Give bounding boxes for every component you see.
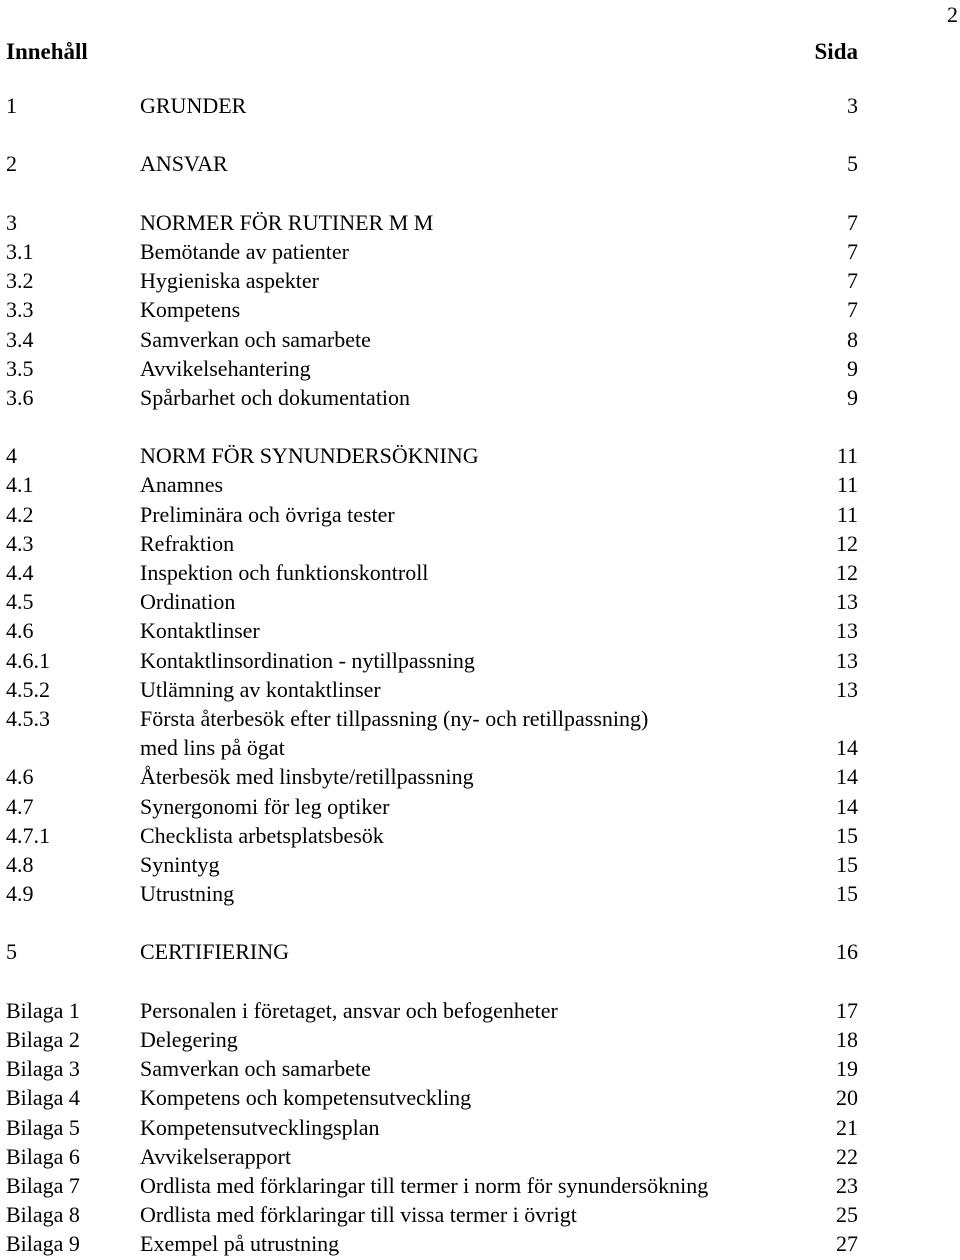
toc-entry-title: Checklista arbetsplatsbesök bbox=[140, 822, 384, 848]
toc-entry-page: 19 bbox=[836, 1056, 858, 1082]
toc-entry-title: Inspektion och funktionskontroll bbox=[140, 560, 429, 585]
toc-entry-number: 3.1 bbox=[6, 238, 34, 264]
toc-entry-number: 3 bbox=[6, 209, 17, 235]
toc-entry[interactable] bbox=[6, 1054, 858, 1083]
toc-entry[interactable] bbox=[6, 821, 858, 850]
toc-entry-title: Bemötande av patienter bbox=[140, 238, 349, 264]
toc-entry-number: 4.7.1 bbox=[6, 822, 50, 848]
toc-entry-title: Samverkan och samarbete bbox=[140, 1056, 371, 1082]
toc-entry-page: 9 bbox=[847, 384, 858, 410]
toc-entries bbox=[6, 91, 858, 1259]
toc-entry-page: 3 bbox=[847, 93, 858, 118]
toc-entry-page: 9 bbox=[847, 355, 858, 381]
toc-entry-page: 13 bbox=[836, 676, 858, 702]
toc-entry-number: 3.2 bbox=[6, 268, 34, 294]
toc-heading: Innehåll bbox=[6, 39, 88, 64]
toc-entry[interactable] bbox=[6, 704, 858, 762]
toc-entry-number: 4.5 bbox=[6, 589, 34, 615]
toc-entry-page: 7 bbox=[847, 268, 858, 294]
toc-entry-page: 5 bbox=[847, 151, 858, 177]
toc-entry-number: 4.6 bbox=[6, 618, 34, 644]
toc-entry-number: 4.5.3 bbox=[6, 705, 50, 731]
toc-entry-page: 27 bbox=[836, 1231, 858, 1257]
toc-entry-number: 4.3 bbox=[6, 530, 34, 556]
toc-entry-number: 4.4 bbox=[6, 560, 34, 585]
toc-entry[interactable] bbox=[6, 587, 858, 616]
toc-entry-title: Ordination bbox=[140, 589, 236, 615]
toc-entry[interactable] bbox=[6, 879, 858, 908]
toc-entry[interactable] bbox=[6, 354, 858, 383]
toc-entry-page: 15 bbox=[836, 822, 858, 848]
toc-entry-number: Bilaga 8 bbox=[6, 1202, 80, 1228]
toc-entry-number: Bilaga 2 bbox=[6, 1027, 80, 1052]
toc-entry-page: 11 bbox=[836, 501, 858, 527]
toc-entry[interactable] bbox=[6, 762, 858, 791]
toc-entry-number: 3.4 bbox=[6, 326, 34, 352]
toc-entry-page: 14 bbox=[836, 735, 858, 761]
toc-entry-number: Bilaga 5 bbox=[6, 1114, 80, 1140]
toc-entry-page: 7 bbox=[847, 238, 858, 264]
toc-entry-title: Synintyg bbox=[140, 851, 220, 877]
toc-entry-title: Avvikelserapport bbox=[140, 1143, 292, 1169]
toc-entry-page: 16 bbox=[836, 939, 858, 965]
toc-entry[interactable] bbox=[6, 646, 858, 675]
toc-entry-page: 7 bbox=[847, 297, 858, 323]
toc-entry-page: 18 bbox=[836, 1027, 858, 1052]
toc-entry-title: Exempel på utrustning bbox=[140, 1231, 340, 1257]
toc-entry[interactable] bbox=[6, 1083, 858, 1112]
toc-entry-number: 4.8 bbox=[6, 851, 34, 877]
toc-entry-number: 4.7 bbox=[6, 793, 34, 819]
toc-entry-number: 4.9 bbox=[6, 881, 34, 907]
toc-entry-title: Delegering bbox=[140, 1027, 238, 1052]
toc-entry-title: Anamnes bbox=[140, 472, 224, 498]
page-number: 2 bbox=[947, 2, 958, 27]
toc-entry[interactable] bbox=[6, 675, 858, 704]
toc-entry[interactable] bbox=[6, 266, 858, 295]
toc-entry-title: GRUNDER bbox=[140, 93, 247, 118]
toc-entry-number: Bilaga 9 bbox=[6, 1231, 80, 1257]
toc-entry-title: Ordlista med förklaringar till vissa termer i övrigt bbox=[140, 1202, 577, 1228]
toc-entry[interactable] bbox=[6, 325, 858, 354]
toc-entry-number: Bilaga 4 bbox=[6, 1085, 80, 1111]
toc-entry[interactable] bbox=[6, 996, 858, 1025]
toc-entry-title-line: med lins på ögat bbox=[140, 735, 285, 761]
toc-entry-page: 23 bbox=[836, 1172, 858, 1198]
toc-entry-number: Bilaga 7 bbox=[6, 1172, 80, 1198]
toc-entry-number: Bilaga 6 bbox=[6, 1143, 80, 1169]
toc-entry-title: Hygieniska aspekter bbox=[140, 268, 319, 294]
toc-entry-page: 14 bbox=[836, 793, 858, 819]
toc-entry-title: Kompetens bbox=[140, 297, 241, 323]
toc-entry-page: 8 bbox=[847, 326, 858, 352]
toc-entry[interactable] bbox=[6, 500, 858, 529]
toc-entry-number: 1 bbox=[6, 93, 17, 118]
toc-entry-page: 17 bbox=[836, 997, 858, 1023]
toc-entry[interactable] bbox=[6, 1113, 858, 1142]
toc-entry-title: Personalen i företaget, ansvar och befogenheter bbox=[140, 997, 558, 1023]
toc-entry-page: 25 bbox=[836, 1202, 858, 1228]
toc-entry-number: 4 bbox=[6, 443, 17, 469]
toc-entry[interactable] bbox=[6, 208, 858, 237]
toc-entry-page: 15 bbox=[836, 881, 858, 907]
toc-entry-title: Utrustning bbox=[140, 881, 235, 907]
toc-entry-page: 21 bbox=[836, 1114, 858, 1140]
toc-entry-page: 14 bbox=[836, 764, 858, 790]
toc-entry[interactable] bbox=[6, 558, 858, 587]
toc-entry[interactable] bbox=[6, 237, 858, 266]
toc-entry-page: 13 bbox=[836, 589, 858, 615]
toc-entry-page: 22 bbox=[836, 1143, 858, 1169]
toc-entry-title: Ordlista med förklaringar till termer i norm för synundersökning bbox=[140, 1172, 709, 1198]
toc-entry-title: Kontaktlinser bbox=[140, 618, 260, 644]
toc-entry-number: 4.6 bbox=[6, 764, 34, 790]
toc-entry-page: 12 bbox=[836, 560, 858, 585]
toc-entry-page: 13 bbox=[836, 618, 858, 644]
table-of-contents bbox=[6, 34, 858, 1259]
toc-entry-number: 4.1 bbox=[6, 472, 34, 498]
toc-header bbox=[6, 34, 858, 70]
toc-entry[interactable] bbox=[6, 1200, 858, 1229]
toc-entry-title: CERTIFIERING bbox=[140, 939, 290, 965]
toc-entry-number: 4.6.1 bbox=[6, 647, 50, 673]
toc-entry-number: 3.5 bbox=[6, 355, 34, 381]
toc-entry-title: Synergonomi för leg optiker bbox=[140, 793, 390, 819]
toc-entry-page: 20 bbox=[836, 1085, 858, 1111]
toc-entry-number: 4.5.2 bbox=[6, 676, 50, 702]
toc-entry[interactable] bbox=[6, 616, 858, 645]
toc-entry-page: 13 bbox=[836, 647, 858, 673]
toc-entry[interactable] bbox=[6, 441, 858, 470]
toc-entry-title: Samverkan och samarbete bbox=[140, 326, 371, 352]
toc-entry[interactable] bbox=[6, 937, 858, 966]
toc-entry-page: 12 bbox=[836, 530, 858, 556]
toc-entry-title: Kontaktlinsordination - nytillpassning bbox=[140, 647, 475, 673]
toc-entry-title: Spårbarhet och dokumentation bbox=[140, 384, 411, 410]
toc-entry-title: Kompetens och kompetensutveckling bbox=[140, 1085, 472, 1111]
toc-entry-page: 11 bbox=[836, 443, 858, 469]
toc-entry-page: 7 bbox=[847, 209, 858, 235]
toc-entry-number: 5 bbox=[6, 939, 17, 965]
toc-entry[interactable] bbox=[6, 470, 858, 499]
toc-entry-title: ANSVAR bbox=[140, 151, 228, 177]
toc-entry[interactable] bbox=[6, 295, 858, 324]
toc-entry[interactable] bbox=[6, 850, 858, 879]
toc-entry-title: Återbesök med linsbyte/retillpassning bbox=[140, 764, 474, 790]
toc-entry-number: Bilaga 3 bbox=[6, 1056, 80, 1082]
toc-entry-title-line: Första återbesök efter tillpassning (ny- och retillpassning) bbox=[140, 705, 649, 731]
toc-entry[interactable] bbox=[6, 1025, 858, 1054]
toc-entry-number: 3.6 bbox=[6, 384, 34, 410]
toc-entry[interactable] bbox=[6, 792, 858, 821]
toc-entry[interactable] bbox=[6, 383, 858, 412]
toc-entry-number: 4.2 bbox=[6, 501, 34, 527]
toc-entry-title: Preliminära och övriga tester bbox=[140, 501, 395, 527]
toc-entry[interactable] bbox=[6, 1142, 858, 1171]
toc-entry-title: Kompetensutvecklingsplan bbox=[140, 1114, 380, 1140]
toc-entry[interactable] bbox=[6, 1229, 858, 1258]
toc-entry-number: Bilaga 1 bbox=[6, 997, 80, 1023]
toc-entry-page: 15 bbox=[836, 851, 858, 877]
toc-entry[interactable] bbox=[6, 1171, 858, 1200]
toc-entry[interactable] bbox=[6, 529, 858, 558]
toc-entry-title: Refraktion bbox=[140, 530, 235, 556]
toc-entry-title: NORM FÖR SYNUNDERSÖKNING bbox=[140, 443, 479, 469]
toc-entry-title: NORMER FÖR RUTINER M M bbox=[140, 209, 434, 235]
page-column-heading: Sida bbox=[814, 39, 858, 64]
toc-entry-number: 3.3 bbox=[6, 297, 34, 323]
toc-entry-page: 11 bbox=[836, 472, 858, 498]
toc-entry[interactable] bbox=[6, 91, 858, 120]
toc-entry-title bbox=[140, 704, 818, 762]
toc-entry[interactable] bbox=[6, 149, 858, 178]
toc-entry-number: 2 bbox=[6, 151, 17, 177]
toc-entry-title: Avvikelsehantering bbox=[140, 355, 311, 381]
toc-entry-title: Utlämning av kontaktlinser bbox=[140, 676, 381, 702]
